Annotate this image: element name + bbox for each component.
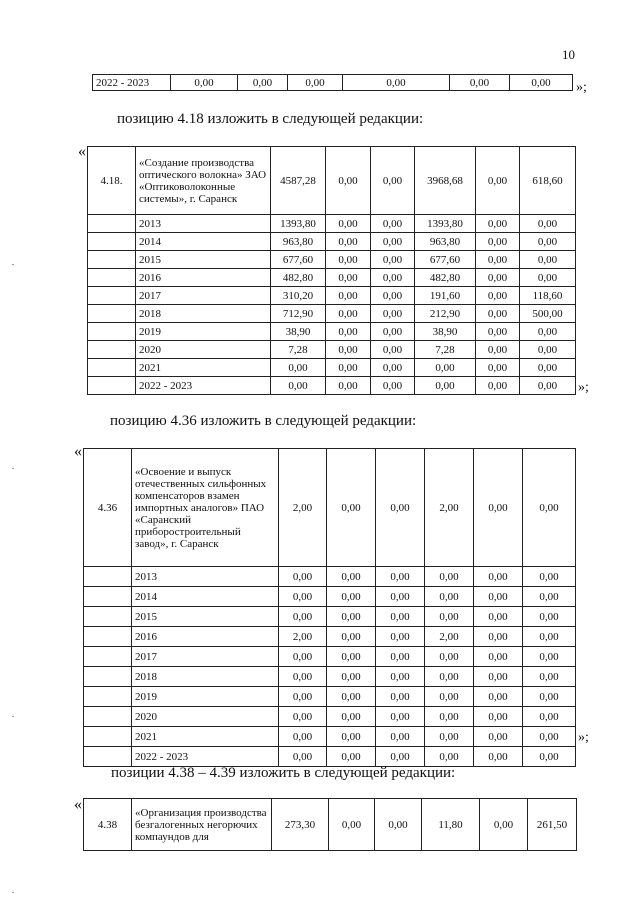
value-cell: 0,00 [326, 377, 371, 395]
value-cell: 0,00 [326, 341, 371, 359]
value-cell: 0,00 [425, 667, 474, 687]
empty-cell [84, 727, 132, 747]
year-cell: 2017 [132, 647, 279, 667]
value-cell: 0,00 [474, 747, 523, 767]
value-cell: 0,00 [425, 747, 474, 767]
value-cell: 0,00 [523, 727, 576, 747]
value-cell: 0,00 [476, 359, 520, 377]
value-cell: 0,00 [425, 707, 474, 727]
value-cell: 0,00 [376, 587, 425, 607]
value-cell: 963,80 [415, 233, 476, 251]
value-cell: 0,00 [326, 233, 371, 251]
year-cell: 2018 [136, 305, 271, 323]
value-cell: 0,00 [474, 627, 523, 647]
table-position-4-18 [87, 146, 576, 395]
empty-cell [84, 687, 132, 707]
year-cell: 2013 [136, 215, 271, 233]
empty-cell [88, 305, 136, 323]
empty-cell [88, 341, 136, 359]
position-number: 4.18. [88, 147, 136, 215]
value-cell: 0,00 [474, 727, 523, 747]
value-cell: 0,00 [371, 269, 415, 287]
value-cell: 11,80 [422, 799, 480, 851]
year-cell: 2022 - 2023 [136, 377, 271, 395]
value-cell: 273,30 [272, 799, 329, 851]
value-cell: 0,00 [523, 647, 576, 667]
value-cell: 0,00 [415, 359, 476, 377]
value-cell: 0,00 [520, 251, 576, 269]
value-cell: 0,00 [327, 449, 376, 567]
value-cell: 0,00 [376, 607, 425, 627]
value-cell: 0,00 [326, 287, 371, 305]
value-cell: 677,60 [415, 251, 476, 269]
value-cell: 482,80 [415, 269, 476, 287]
value-cell: 0,00 [371, 287, 415, 305]
table-row-main [84, 449, 576, 567]
year-cell: 2020 [136, 341, 271, 359]
value-cell: 0,00 [371, 323, 415, 341]
value-cell: 0,00 [376, 727, 425, 747]
table-row [84, 567, 576, 587]
value-cell: 0,00 [326, 147, 371, 215]
value-cell: 0,00 [376, 647, 425, 667]
year-cell: 2013 [132, 567, 279, 587]
value-cell: 0,00 [371, 147, 415, 215]
year-cell: 2016 [132, 627, 279, 647]
value-cell: 0,00 [476, 233, 520, 251]
value-cell: 38,90 [271, 323, 326, 341]
value-cell: 0,00 [376, 747, 425, 767]
value-cell: 0,00 [425, 687, 474, 707]
value-cell: 0,00 [450, 75, 510, 91]
value-cell: 0,00 [327, 747, 376, 767]
empty-cell [88, 323, 136, 341]
position-number: 4.38 [84, 799, 132, 851]
value-cell: 0,00 [474, 587, 523, 607]
value-cell: 0,00 [371, 341, 415, 359]
year-cell: 2020 [132, 707, 279, 727]
value-cell: 191,60 [415, 287, 476, 305]
value-cell: 0,00 [326, 269, 371, 287]
value-cell: 0,00 [327, 647, 376, 667]
value-cell: 0,00 [327, 607, 376, 627]
table-position-4-36 [83, 448, 576, 767]
value-cell: 0,00 [327, 627, 376, 647]
value-cell: 7,28 [271, 341, 326, 359]
value-cell: 212,90 [415, 305, 476, 323]
value-cell: 0,00 [327, 687, 376, 707]
value-cell: 3968,68 [415, 147, 476, 215]
value-cell: 4587,28 [271, 147, 326, 215]
table-row [88, 305, 576, 323]
value-cell: 0,00 [376, 687, 425, 707]
year-cell: 2018 [132, 667, 279, 687]
empty-cell [84, 587, 132, 607]
value-cell: 0,00 [327, 667, 376, 687]
value-cell: 0,00 [476, 305, 520, 323]
value-cell: 2,00 [279, 449, 327, 567]
table-row [84, 667, 576, 687]
value-cell: 0,00 [474, 707, 523, 727]
table-row [88, 359, 576, 377]
project-name: «Организация производства безгалогенных негорючих компаундов для [132, 799, 272, 851]
value-cell: 0,00 [329, 799, 375, 851]
table-row [84, 727, 576, 747]
year-cell: 2021 [136, 359, 271, 377]
value-cell: 618,60 [520, 147, 576, 215]
section-heading: позицию 4.18 изложить в следующей редакции: [117, 111, 424, 127]
section-heading: позицию 4.36 изложить в следующей редакции: [110, 413, 417, 429]
table-row [88, 341, 576, 359]
table-row [88, 269, 576, 287]
value-cell: 38,90 [415, 323, 476, 341]
year-cell: 2016 [136, 269, 271, 287]
value-cell: 0,00 [279, 667, 327, 687]
table-continuation [92, 74, 573, 91]
empty-cell [84, 747, 132, 767]
year-cell: 2014 [136, 233, 271, 251]
value-cell: 0,00 [523, 667, 576, 687]
value-cell: 0,00 [371, 305, 415, 323]
value-cell: 0,00 [326, 251, 371, 269]
table-row [88, 233, 576, 251]
value-cell: 0,00 [371, 359, 415, 377]
empty-cell [88, 377, 136, 395]
empty-cell [84, 627, 132, 647]
value-cell: 0,00 [523, 687, 576, 707]
value-cell: 0,00 [476, 287, 520, 305]
closing-quote: »; [578, 380, 589, 395]
table-row [84, 647, 576, 667]
empty-cell [88, 215, 136, 233]
value-cell: 0,00 [474, 687, 523, 707]
value-cell: 0,00 [271, 359, 326, 377]
table-row [88, 251, 576, 269]
value-cell: 0,00 [371, 251, 415, 269]
value-cell: 0,00 [376, 449, 425, 567]
table-row [84, 707, 576, 727]
table-row [84, 587, 576, 607]
value-cell: 0,00 [327, 567, 376, 587]
value-cell: 0,00 [520, 233, 576, 251]
value-cell: 2,00 [425, 627, 474, 647]
value-cell: 0,00 [371, 233, 415, 251]
value-cell: 0,00 [425, 647, 474, 667]
value-cell: 712,90 [271, 305, 326, 323]
position-number: 4.36 [84, 449, 132, 567]
opening-quote: « [74, 443, 82, 460]
year-cell: 2017 [136, 287, 271, 305]
page-number: 10 [562, 47, 575, 62]
value-cell: 677,60 [271, 251, 326, 269]
value-cell: 500,00 [520, 305, 576, 323]
value-cell: 0,00 [523, 449, 576, 567]
value-cell: 0,00 [271, 377, 326, 395]
value-cell: 0,00 [279, 567, 327, 587]
value-cell: 118,60 [520, 287, 576, 305]
value-cell: 0,00 [371, 215, 415, 233]
value-cell: 0,00 [279, 687, 327, 707]
empty-cell [84, 667, 132, 687]
value-cell: 0,00 [476, 377, 520, 395]
value-cell: 0,00 [476, 147, 520, 215]
value-cell: 0,00 [523, 587, 576, 607]
period-cell: 2022 - 2023 [93, 75, 171, 91]
value-cell: 482,80 [271, 269, 326, 287]
closing-quote: »; [578, 730, 589, 745]
value-cell: 0,00 [376, 707, 425, 727]
year-cell: 2022 - 2023 [132, 747, 279, 767]
value-cell: 0,00 [520, 215, 576, 233]
value-cell: 0,00 [288, 75, 343, 91]
value-cell: 0,00 [376, 567, 425, 587]
value-cell: 0,00 [425, 567, 474, 587]
value-cell: 310,20 [271, 287, 326, 305]
value-cell: 7,28 [415, 341, 476, 359]
value-cell: 0,00 [343, 75, 450, 91]
table-row-main [88, 147, 576, 215]
value-cell: 0,00 [326, 305, 371, 323]
table-position-4-38 [83, 798, 577, 851]
value-cell: 0,00 [238, 75, 288, 91]
scan-mark [12, 716, 14, 717]
value-cell: 2,00 [425, 449, 474, 567]
value-cell: 0,00 [279, 647, 327, 667]
value-cell: 0,00 [279, 747, 327, 767]
value-cell: 0,00 [171, 75, 238, 91]
closing-quote: »; [576, 80, 587, 95]
table-row [84, 687, 576, 707]
empty-cell [88, 269, 136, 287]
value-cell: 0,00 [476, 323, 520, 341]
value-cell: 0,00 [375, 799, 422, 851]
value-cell: 0,00 [425, 727, 474, 747]
table-row [88, 215, 576, 233]
value-cell: 0,00 [476, 251, 520, 269]
table-row [88, 323, 576, 341]
value-cell: 0,00 [476, 341, 520, 359]
value-cell: 0,00 [520, 359, 576, 377]
value-cell: 0,00 [520, 323, 576, 341]
year-cell: 2014 [132, 587, 279, 607]
value-cell: 0,00 [376, 667, 425, 687]
value-cell: 963,80 [271, 233, 326, 251]
empty-cell [88, 233, 136, 251]
empty-cell [84, 567, 132, 587]
empty-cell [88, 287, 136, 305]
value-cell: 0,00 [476, 269, 520, 287]
empty-cell [88, 251, 136, 269]
empty-cell [88, 359, 136, 377]
value-cell: 0,00 [326, 323, 371, 341]
value-cell: 0,00 [474, 647, 523, 667]
value-cell: 0,00 [326, 215, 371, 233]
project-name: «Создание производства оптического волокна» ЗАО «Оптиковолоконные системы», г. Саранск [136, 147, 271, 215]
value-cell: 0,00 [480, 799, 528, 851]
value-cell: 0,00 [327, 727, 376, 747]
scan-mark [12, 264, 14, 265]
value-cell: 1393,80 [271, 215, 326, 233]
value-cell: 0,00 [425, 607, 474, 627]
table-row [88, 287, 576, 305]
year-cell: 2015 [132, 607, 279, 627]
value-cell: 0,00 [523, 627, 576, 647]
value-cell: 0,00 [279, 707, 327, 727]
empty-cell [84, 707, 132, 727]
value-cell: 0,00 [523, 747, 576, 767]
value-cell: 0,00 [279, 607, 327, 627]
value-cell: 0,00 [371, 377, 415, 395]
value-cell: 0,00 [425, 587, 474, 607]
value-cell: 0,00 [474, 667, 523, 687]
value-cell: 0,00 [510, 75, 573, 91]
value-cell: 1393,80 [415, 215, 476, 233]
scan-mark [12, 468, 14, 469]
scan-mark [12, 892, 14, 893]
value-cell: 0,00 [520, 269, 576, 287]
value-cell: 0,00 [523, 567, 576, 587]
value-cell: 0,00 [279, 727, 327, 747]
empty-cell [84, 647, 132, 667]
value-cell: 0,00 [326, 359, 371, 377]
table-row [84, 627, 576, 647]
project-name: «Освоение и выпуск отечественных сильфонных компенсаторов взамен импортных аналогов» ПАО «Саранский приборостроительный завод», г. Саранск [132, 449, 279, 567]
value-cell: 0,00 [474, 607, 523, 627]
year-cell: 2015 [136, 251, 271, 269]
value-cell: 0,00 [376, 627, 425, 647]
value-cell: 0,00 [474, 449, 523, 567]
value-cell: 0,00 [520, 377, 576, 395]
value-cell: 0,00 [279, 587, 327, 607]
value-cell: 2,00 [279, 627, 327, 647]
value-cell: 0,00 [327, 587, 376, 607]
opening-quote: « [78, 143, 86, 160]
value-cell: 0,00 [327, 707, 376, 727]
opening-quote: « [74, 796, 82, 813]
year-cell: 2019 [132, 687, 279, 707]
value-cell: 0,00 [523, 607, 576, 627]
value-cell: 261,50 [528, 799, 577, 851]
value-cell: 0,00 [520, 341, 576, 359]
empty-cell [84, 607, 132, 627]
table-row [93, 75, 573, 91]
table-row-main [84, 799, 577, 851]
table-row [88, 377, 576, 395]
value-cell: 0,00 [476, 215, 520, 233]
section-heading: позиции 4.38 – 4.39 изложить в следующей редакции: [111, 765, 456, 781]
year-cell: 2021 [132, 727, 279, 747]
value-cell: 0,00 [415, 377, 476, 395]
value-cell: 0,00 [523, 707, 576, 727]
table-row [84, 607, 576, 627]
year-cell: 2019 [136, 323, 271, 341]
table-row [84, 747, 576, 767]
value-cell: 0,00 [474, 567, 523, 587]
